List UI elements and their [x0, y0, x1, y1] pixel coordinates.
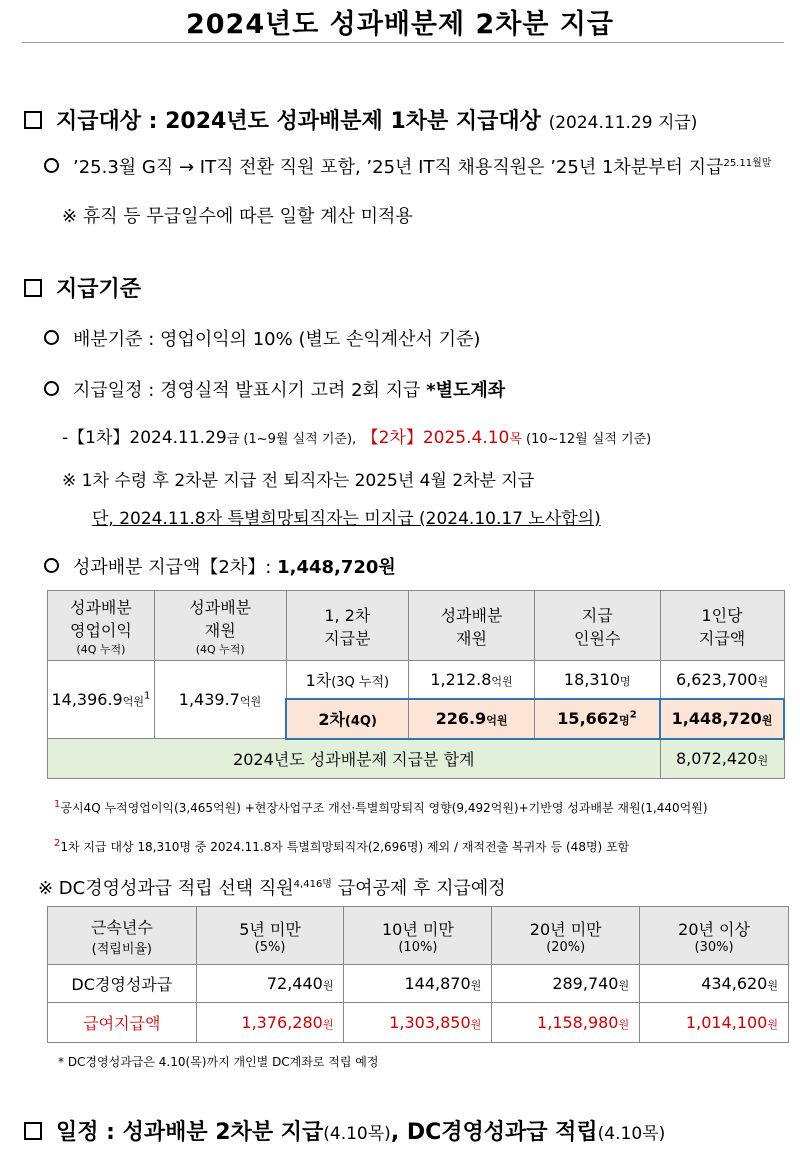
section-schedule-label: 일정 : 성과배분 2차분 지급 [56, 1120, 324, 1145]
dc-th-20: 20년 미만 (20%) [492, 907, 640, 965]
amount-value: 1,448,720원 [277, 557, 396, 578]
target-item [44, 153, 771, 179]
th-fund: 성과배분 재원 (4Q 누적) [154, 591, 286, 661]
dc-title: ※ DC경영성과급 적립 선택 직원$^{4,416명}$ 급여공제 후 지급예정 [38, 878, 506, 899]
th-people: 지급 인원수 [534, 591, 660, 661]
section-target-label: 지급대상 : 2024년도 성과배분제 1차분 지급대상 [56, 109, 541, 134]
checkbox-square-icon [24, 1122, 42, 1140]
section-criteria [24, 272, 141, 303]
th-round: 1, 2차 지급분 [286, 591, 409, 661]
circle-bullet-icon [44, 558, 59, 573]
th-per-person: 1인당 지급액 [660, 591, 784, 661]
dc-th-10: 10년 미만 (10%) [344, 907, 492, 965]
title-rule [22, 42, 784, 43]
schedule-text: 지급일정 : 경영실적 발표시기 고려 2회 지급 [73, 380, 421, 401]
cell-round-2: 2차(4Q) [286, 699, 409, 739]
cell-round-1-fund: 1,212.8억원 [409, 661, 535, 699]
sched-1: -【1차】2024.11.29 [62, 428, 227, 448]
footnote-2: $^2$1차 지급 대상 18,310명 중 2024.11.8자 특별희망퇴직자(2,696명) 제외 / 재적전출 복귀자 등 (48명) 포함 [54, 838, 630, 854]
schedule-item [44, 376, 505, 402]
sum-label: 2024년도 성과배분제 지급분 합계 [48, 739, 661, 779]
pay-row-label: 급여지급액 [48, 1003, 197, 1043]
section-target-date: (2024.11.29 지급) [548, 113, 698, 133]
payout-table [47, 590, 785, 779]
dc-table [47, 906, 789, 1043]
cell-round-1-per: 6,623,700원 [660, 661, 784, 699]
dc-th-years: 근속년수 (적립비율) [48, 907, 197, 965]
target-note: ※ 휴직 등 무급일수에 따른 일할 계산 미적용 [62, 206, 413, 227]
sched-2-note: (10~12월 실적 기준) [521, 432, 652, 447]
pay-val-5: 1,376,280원 [196, 1003, 344, 1043]
dc-th-5: 5년 미만 (5%) [196, 907, 344, 965]
cell-round-2-fund: 226.9억원 [409, 699, 535, 739]
schedule-mid: , DC경영성과급 적립 [390, 1120, 598, 1145]
dc-val-5: 72,440원 [196, 965, 344, 1003]
checkbox-square-icon [24, 279, 42, 297]
section-criteria-label: 지급기준 [56, 277, 142, 302]
pay-val-20plus: 1,014,100원 [640, 1003, 789, 1043]
cell-op-profit: 14,396.9억원$^1$ [48, 661, 155, 739]
sched-2: 【2차】2025.4.10 [361, 428, 510, 448]
footnote-1: $^1$공시4Q 누적영업이익(3,465억원) +현장사업구조 개선·특별희망퇴직 영향(9,492억원)+기반영 성과배분 재원(1,440억원) [54, 799, 708, 815]
pay-val-20: 1,158,980원 [492, 1003, 640, 1043]
section-target [24, 104, 697, 135]
dc-note: * DC경영성과급은 4.10(목)까지 개인별 DC계좌로 적립 예정 [58, 1055, 379, 1069]
amount-item [44, 553, 396, 579]
dc-th-20plus: 20년 이상 (30%) [640, 907, 789, 965]
page-title: 2024년도 성과배분제 2차분 지급 [185, 9, 615, 40]
dc-val-20: 289,740원 [492, 965, 640, 1003]
cell-fund: 1,439.7억원 [154, 661, 286, 739]
sched-2-day: 목 [509, 432, 522, 447]
th-round-fund: 성과배분 재원 [409, 591, 535, 661]
section-schedule [24, 1115, 665, 1146]
schedule-day2: (4.10목) [597, 1124, 666, 1144]
sum-value: 8,072,420원 [660, 739, 784, 779]
sched-1-day: 금 [226, 432, 240, 447]
target-item-text: ’25.3월 G직 → IT직 전환 직원 포함, ’25년 IT직 채용직원은 ’25년 1차분부터 지급 [73, 157, 724, 178]
schedule-detail [62, 423, 651, 448]
circle-bullet-icon [44, 158, 59, 173]
amount-label: 성과배분 지급액【2차】: [73, 557, 278, 578]
cell-round-2-people: 15,662명$^2$ [534, 699, 660, 739]
basis-item [44, 325, 480, 351]
target-item-sup: 25.11월말 [723, 158, 772, 169]
th-op-profit: 성과배분 영업이익 (4Q 누적) [48, 591, 155, 661]
schedule-day1: (4.10목) [323, 1124, 391, 1144]
cell-round-1-people: 18,310명 [534, 661, 660, 699]
cell-round-1: 1차(3Q 누적) [286, 661, 409, 699]
retire-note-2: 단, 2024.11.8자 특별희망퇴직자는 미지급 (2024.10.17 노사합의) [92, 509, 601, 529]
basis-text: 배분기준 : 영업이익의 10% (별도 손익계산서 기준) [73, 329, 481, 350]
cell-round-2-per: 1,448,720원 [660, 699, 784, 739]
circle-bullet-icon [44, 381, 59, 396]
dc-val-10: 144,870원 [344, 965, 492, 1003]
dc-row-label: DC경영성과급 [48, 965, 197, 1003]
schedule-bold: *별도계좌 [426, 380, 506, 401]
sched-1-note: (1~9월 실적 기준), [239, 432, 357, 447]
checkbox-square-icon [24, 111, 42, 129]
dc-val-20plus: 434,620원 [640, 965, 789, 1003]
circle-bullet-icon [44, 330, 59, 345]
retire-note: ※ 1차 수령 후 2차분 지급 전 퇴직자는 2025년 4월 2차분 지급 [62, 471, 535, 491]
pay-val-10: 1,303,850원 [344, 1003, 492, 1043]
